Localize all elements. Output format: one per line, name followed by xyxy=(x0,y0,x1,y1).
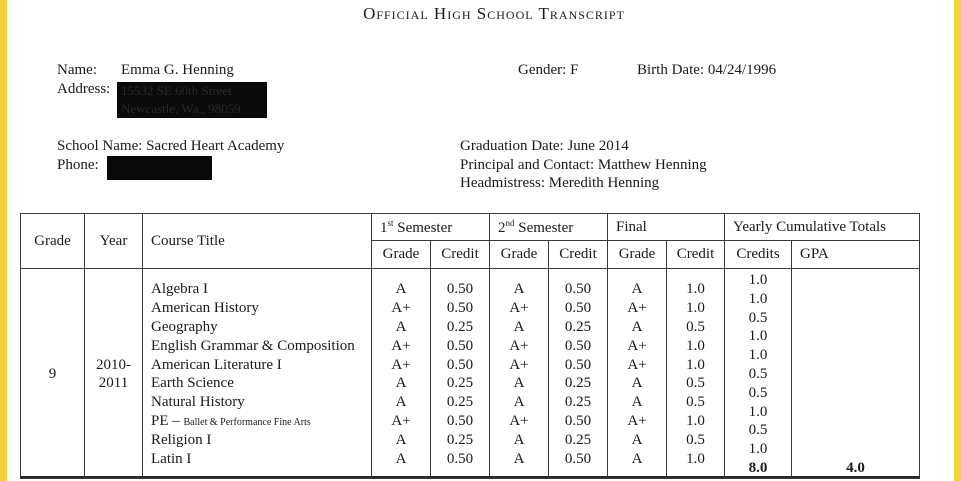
gender-field xyxy=(518,62,578,79)
table-cell-yc: 1.0 xyxy=(748,328,768,345)
table-cell-s1c: 0.50 xyxy=(446,412,474,429)
course-title xyxy=(151,412,371,431)
table-cell-s1g: A+ xyxy=(391,337,411,354)
table-cell-s1g: A xyxy=(395,431,407,448)
course-title: Earth Science xyxy=(151,375,234,392)
table-cell-s2c: 0.50 xyxy=(564,356,592,373)
table-cell-yc: 1.0 xyxy=(748,403,768,420)
table-cell-s1c: 0.25 xyxy=(446,375,474,392)
graduation-value: June 2014 xyxy=(567,138,629,154)
header-yearly-totals: Yearly Cumulative Totals xyxy=(725,214,920,241)
header-grade-level: Grade xyxy=(21,214,85,269)
s2-grade-column xyxy=(490,269,549,479)
s1-credit-column xyxy=(431,269,490,479)
table-cell-yc: 1.0 xyxy=(748,441,768,458)
transcript-page xyxy=(7,0,954,481)
table-cell-s2g: A xyxy=(513,394,525,411)
s2-credit-column xyxy=(549,269,608,479)
phone-label: Phone: xyxy=(57,157,99,173)
final-grade-column xyxy=(608,269,667,479)
table-cell-fg: A xyxy=(631,394,643,411)
subheader-s2-credit: Credit xyxy=(549,241,608,269)
course-title: Algebra I xyxy=(151,281,209,298)
table-cell-fg: A xyxy=(631,375,643,392)
birth-date-field xyxy=(637,62,776,79)
principal-field xyxy=(460,157,707,174)
table-bottom-rule xyxy=(20,476,920,478)
subheader-final-grade: Grade xyxy=(608,241,667,269)
table-cell-yc: 0.5 xyxy=(748,365,768,382)
table-cell-s1c: 0.50 xyxy=(446,300,474,317)
total-credits: 8.0 xyxy=(748,459,768,476)
semester-2-number: 2 xyxy=(498,219,506,236)
table-cell-yc: 0.5 xyxy=(748,384,768,401)
table-cell-s2g: A+ xyxy=(509,356,529,373)
table-cell-fg: A+ xyxy=(627,337,647,354)
table-cell-fc: 1.0 xyxy=(686,412,705,429)
table-cell-fc: 1.0 xyxy=(686,450,705,467)
headmistress-field xyxy=(460,175,659,192)
birth-date-label: Birth Date: xyxy=(637,62,705,78)
school-name-label: School Name: xyxy=(57,138,143,154)
table-cell-s2g: A xyxy=(513,450,525,467)
table-cell-s1g: A xyxy=(395,281,407,298)
gpa-spacer xyxy=(792,327,919,346)
table-cell-fg: A xyxy=(631,450,643,467)
year-line-2: 2011 xyxy=(98,375,129,392)
name-label: Name: xyxy=(57,62,97,78)
course-title: American Literature I xyxy=(151,356,282,373)
table-cell-s2g: A+ xyxy=(509,300,529,317)
gender-value: F xyxy=(570,62,579,78)
table-cell-s1g: A xyxy=(395,318,407,335)
course-column xyxy=(143,269,372,479)
table-cell-fc: 1.0 xyxy=(686,337,705,354)
gpa-spacer xyxy=(792,384,919,403)
table-cell-s2c: 0.50 xyxy=(564,281,592,298)
semester-1-number: 1 xyxy=(380,219,388,236)
header-semester-2 xyxy=(490,214,608,241)
school-name-value: Sacred Heart Academy xyxy=(146,138,285,154)
table-cell-s1g: A+ xyxy=(391,412,411,429)
table-cell-s2c: 0.50 xyxy=(564,337,592,354)
table-cell-s1c: 0.50 xyxy=(446,450,474,467)
table-cell-s2g: A xyxy=(513,318,525,335)
course-title: Geography xyxy=(151,318,218,335)
gender-label: Gender: xyxy=(518,62,567,78)
table-cell-s2g: A+ xyxy=(509,337,529,354)
gpa-spacer xyxy=(792,421,919,440)
table-cell-s1c: 0.25 xyxy=(446,394,474,411)
principal-label: Principal and Contact: xyxy=(460,157,595,173)
gpa-spacer xyxy=(792,440,919,459)
headmistress-label: Headmistress: xyxy=(460,175,545,191)
table-cell-s1g: A+ xyxy=(391,356,411,373)
birth-date-value: 04/24/1996 xyxy=(707,62,777,78)
subheader-final-credit: Credit xyxy=(667,241,725,269)
table-cell-yc: 1.0 xyxy=(748,290,768,307)
gpa-spacer xyxy=(792,365,919,384)
table-cell-fg: A+ xyxy=(627,412,647,429)
gpa-spacer xyxy=(792,346,919,365)
principal-value: Matthew Henning xyxy=(597,157,707,173)
gpa-spacer xyxy=(792,403,919,422)
subheader-gpa: GPA xyxy=(792,241,920,269)
headmistress-value: Meredith Henning xyxy=(548,175,660,191)
phone-redaction xyxy=(107,156,212,180)
subheader-credits: Credits xyxy=(725,241,792,269)
table-cell-s1c: 0.50 xyxy=(446,281,474,298)
total-gpa: 4.0 xyxy=(846,459,865,476)
table-cell-s1c: 0.25 xyxy=(446,431,474,448)
table-cell-s1g: A xyxy=(395,394,407,411)
course-title: English Grammar & Composition xyxy=(151,337,355,354)
table-cell-s1g: A xyxy=(395,375,407,392)
table-cell-s2g: A xyxy=(513,375,525,392)
grades-table xyxy=(20,213,920,479)
semester-2-suffix: nd xyxy=(505,217,515,228)
year-cell xyxy=(85,269,143,479)
header-course-title: Course Title xyxy=(143,214,372,269)
table-cell-fg: A xyxy=(631,318,643,335)
course-title: American History xyxy=(151,300,259,317)
table-cell-s2g: A xyxy=(513,431,525,448)
subheader-s1-grade: Grade xyxy=(372,241,431,269)
table-body-row xyxy=(21,269,920,479)
course-subtitle: Ballet & Performance Fine Arts xyxy=(183,416,311,428)
gpa-column xyxy=(792,269,920,479)
table-cell-fc: 1.0 xyxy=(686,356,705,373)
graduation-label: Graduation Date: xyxy=(460,138,564,154)
address-redaction xyxy=(117,82,267,118)
document-title: Official High School Transcript xyxy=(363,4,625,23)
header-final: Final xyxy=(608,214,725,241)
address-line-2: Newcastle, Wa., 98059 xyxy=(121,101,241,116)
s1-grade-column xyxy=(372,269,431,479)
table-cell-fc: 0.5 xyxy=(686,394,705,411)
course-title: Natural History xyxy=(151,394,245,411)
table-cell-fg: A+ xyxy=(627,300,647,317)
grade-level: 9 xyxy=(48,365,57,382)
table-cell-yc: 1.0 xyxy=(748,272,768,288)
table-cell-yc: 0.5 xyxy=(748,309,768,326)
semester-2-label: Semester xyxy=(514,219,574,236)
table-cell-fg: A+ xyxy=(627,356,647,373)
subheader-s2-grade: Grade xyxy=(490,241,549,269)
header-semester-1 xyxy=(372,214,490,241)
table-cell-fg: A xyxy=(631,281,643,298)
table-cell-s2c: 0.50 xyxy=(564,300,592,317)
semester-1-suffix: st xyxy=(387,217,394,228)
subheader-s1-credit: Credit xyxy=(431,241,490,269)
credits-column xyxy=(725,269,792,479)
table-cell-s2c: 0.50 xyxy=(564,412,592,429)
table-cell-s2c: 0.25 xyxy=(564,394,592,411)
table-cell-s1g: A+ xyxy=(391,300,411,317)
table-cell-s2c: 0.25 xyxy=(564,318,592,335)
table-cell-yc: 1.0 xyxy=(748,347,768,364)
table-cell-fc: 0.5 xyxy=(686,318,705,335)
course-title: Religion I xyxy=(151,431,212,448)
table-cell-s2g: A xyxy=(513,281,525,298)
table-cell-yc: 0.5 xyxy=(748,422,768,439)
course-title: Latin I xyxy=(151,450,192,467)
table-cell-s1c: 0.25 xyxy=(446,318,474,335)
student-name: Emma G. Henning xyxy=(121,62,234,78)
course-title-main: PE – xyxy=(151,412,184,429)
address-label: Address: xyxy=(57,81,111,97)
table-cell-s2c: 0.25 xyxy=(564,375,592,392)
address-line-1: 15532 SE 60th Street xyxy=(121,83,232,98)
semester-1-label: Semester xyxy=(393,219,453,236)
table-cell-s2g: A+ xyxy=(509,412,529,429)
table-cell-fc: 1.0 xyxy=(686,281,705,298)
gpa-spacer xyxy=(792,271,919,290)
table-cell-fc: 0.5 xyxy=(686,375,705,392)
year-line-1: 2010- xyxy=(96,356,131,373)
gpa-spacer xyxy=(792,309,919,328)
school-name-field xyxy=(57,138,284,155)
header-year: Year xyxy=(85,214,143,269)
table-cell-s1g: A xyxy=(395,450,407,467)
final-credit-column xyxy=(667,269,725,479)
table-cell-s2c: 0.50 xyxy=(564,450,592,467)
table-cell-fc: 1.0 xyxy=(686,300,705,317)
grade-level-cell xyxy=(21,269,85,479)
table-cell-s2c: 0.25 xyxy=(564,431,592,448)
table-cell-fc: 0.5 xyxy=(686,431,705,448)
graduation-field xyxy=(460,138,629,155)
table-cell-s1c: 0.50 xyxy=(446,356,474,373)
table-cell-fg: A xyxy=(631,431,643,448)
gpa-spacer xyxy=(792,290,919,309)
table-cell-s1c: 0.50 xyxy=(446,337,474,354)
